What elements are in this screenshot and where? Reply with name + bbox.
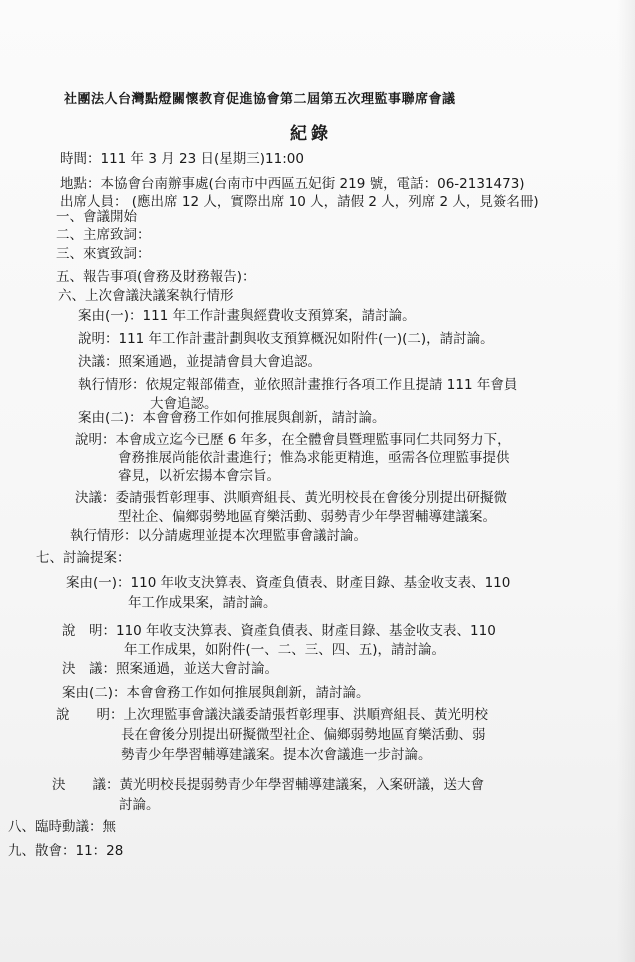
- s7-note-2-cont-2: 勢青少年學習輔導建議案。提本次會議進一步討論。: [121, 747, 432, 763]
- s6-resolution-2: 決議：委請張哲彰理事、洪順齊組長、黃光明校長在會後分別提出研擬微: [75, 490, 507, 506]
- s7-case-1-cont: 年工作成果案，請討論。: [128, 595, 277, 611]
- attendance: 出席人員： (應出席 12 人，實際出席 10 人，請假 2 人，列席 2 人，見簽名冊): [60, 194, 539, 210]
- agenda-item-2: 二、主席致詞：: [56, 227, 151, 243]
- s6-resolution-1: 決議：照案通過，並提請會員大會追認。: [78, 354, 321, 370]
- s6-note-1: 說明：111 年工作計畫計劃與收支預算概況如附件(一)(二)，請討論。: [78, 331, 494, 347]
- document-title: 紀錄: [290, 124, 332, 144]
- s7-note-1: 說 明：110 年收支決算表、資產負債表、財產目錄、基金收支表、110: [62, 623, 496, 639]
- s6-case-2: 案由(二)：本會會務工作如何推展與創新，請討論。: [78, 410, 386, 426]
- agenda-item-6: 六、上次會議決議案執行情形: [58, 288, 234, 304]
- meeting-time: 時間：111 年 3 月 23 日(星期三)11:00: [60, 151, 304, 167]
- meeting-place: 地點：本協會台南辦事處(台南市中西區五妃街 219 號，電話：06-2131473): [60, 176, 525, 192]
- s6-resolution-2-cont: 型社企、偏鄉弱勢地區育樂活動、弱勢青少年學習輔導建議案。: [118, 509, 496, 525]
- organization-title: 社團法人台灣點燈關懷教育促進協會第二屆第五次理監事聯席會議: [64, 92, 456, 107]
- s7-note-2: 說 明：上次理監事會議決議委請張哲彰理事、洪順齊組長、黃光明校: [56, 707, 488, 723]
- agenda-item-7: 七、討論提案：: [36, 550, 131, 566]
- s6-note-2-cont-1: 會務推展尚能依計畫進行；惟為求能更精進，亟需各位理監事提供: [118, 450, 510, 466]
- s7-resolution-2: 決 議：黃光明校長提弱勢青少年學習輔導建議案，入案研議，送大會: [52, 777, 484, 793]
- page-edge-shadow: [617, 0, 635, 962]
- agenda-item-8: 八、臨時動議：無: [8, 819, 116, 835]
- s6-note-2-cont-2: 睿見，以祈宏揚本會宗旨。: [118, 468, 280, 484]
- s7-case-1: 案由(一)：110 年收支決算表、資產負債表、財產目錄、基金收支表、110: [66, 575, 511, 591]
- s7-note-1-cont: 年工作成果，如附件(一、二、三、四、五)，請討論。: [124, 642, 446, 658]
- agenda-item-9: 九、散會：11：28: [8, 843, 124, 859]
- s7-case-2: 案由(二)：本會會務工作如何推展與創新，請討論。: [62, 685, 370, 701]
- s7-resolution-1: 決 議：照案通過，並送大會討論。: [62, 661, 278, 677]
- s6-execution-2: 執行情形：以分請處理並提本次理監事會議討論。: [70, 528, 367, 544]
- s6-case-1: 案由(一)：111 年工作計畫與經費收支預算案，請討論。: [78, 308, 416, 324]
- s6-execution-1: 執行情形：依規定報部備查，並依照計畫推行各項工作且提請 111 年會員: [78, 377, 518, 393]
- agenda-item-1: 一、會議開始: [56, 209, 137, 225]
- s6-note-2: 說明：本會成立迄今已歷 6 年多，在全體會員暨理監事同仁共同努力下，: [75, 432, 511, 448]
- agenda-item-3: 三、來賓致詞：: [56, 246, 151, 262]
- s6-execution-1-cont: 大會追認。: [150, 396, 218, 412]
- s7-resolution-2-cont: 討論。: [119, 797, 160, 813]
- s7-note-2-cont-1: 長在會後分別提出研擬微型社企、偏鄉弱勢地區育樂活動、弱: [121, 727, 486, 743]
- agenda-item-5: 五、報告事項(會務及財務報告)：: [56, 269, 256, 285]
